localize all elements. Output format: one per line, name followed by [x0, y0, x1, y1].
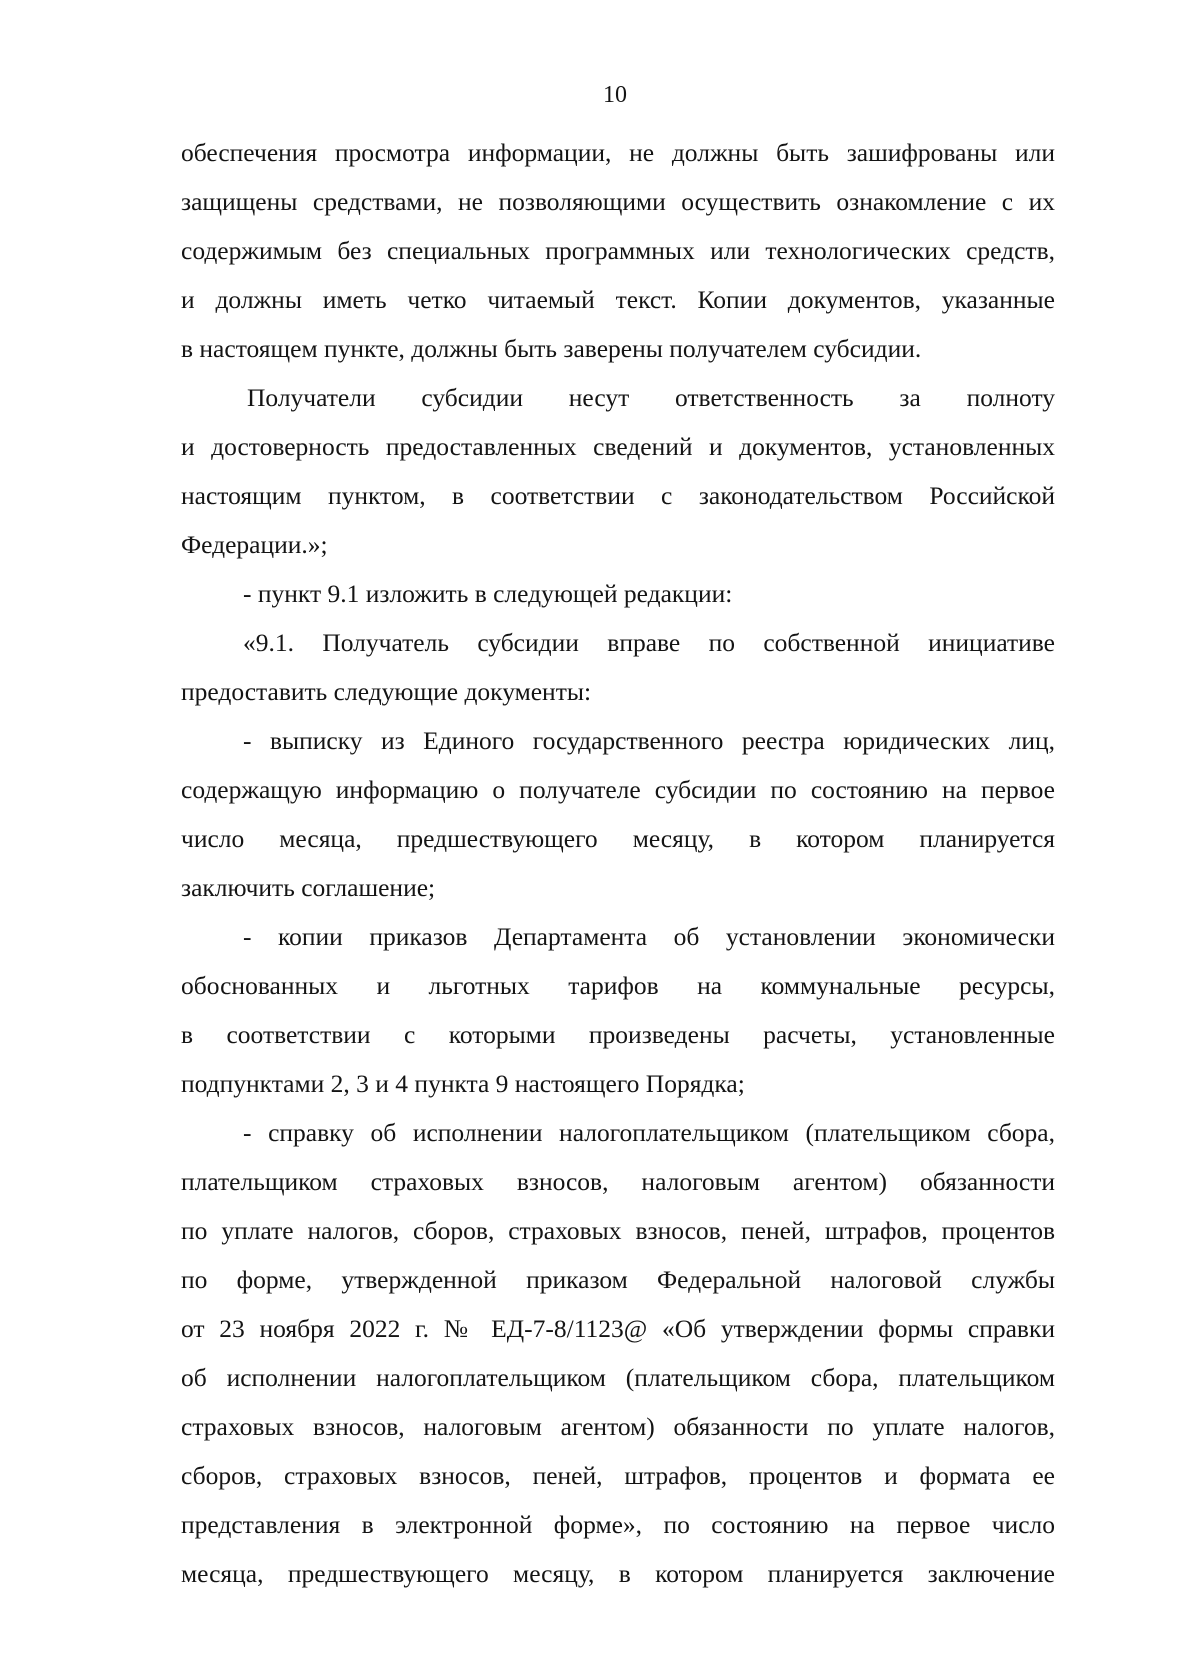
text-line: от 23 ноября 2022 г. № ЕД-7-8/1123@ «Об утверждении формы справки [181, 1314, 1055, 1343]
text-line: - копии приказов Департамента об установлении экономически [243, 922, 1055, 951]
text-line: об исполнении налогоплательщиком (плательщиком сбора, плательщиком [181, 1363, 1055, 1392]
text-line: защищены средствами, не позволяющими осуществить ознакомление с их [181, 187, 1055, 216]
page-number: 10 [603, 82, 627, 108]
text-line: и должны иметь четко читаемый текст. Копии документов, указанные [181, 285, 1055, 314]
text-line: - пункт 9.1 изложить в следующей редакции: [243, 579, 733, 608]
text-line: число месяца, предшествующего месяцу, в котором планируется [181, 824, 1055, 853]
text-line: по форме, утвержденной приказом Федеральной налоговой службы [181, 1265, 1055, 1294]
text-line: содержимым без специальных программных или технологических средств, [181, 236, 1055, 265]
text-line: сборов, страховых взносов, пеней, штрафов, процентов и формата ее [181, 1461, 1055, 1490]
text-line: плательщиком страховых взносов, налоговым агентом) обязанности [181, 1167, 1055, 1196]
text-line: Федерации.»; [181, 530, 328, 559]
text-line: по уплате налогов, сборов, страховых взносов, пеней, штрафов, процентов [181, 1216, 1055, 1245]
text-line: Получатели субсидии несут ответственность за полноту [247, 383, 1055, 412]
text-line: месяца, предшествующего месяцу, в котором планируется заключение [181, 1559, 1055, 1588]
text-line: в соответствии с которыми произведены расчеты, установленные [181, 1020, 1055, 1049]
text-line: содержащую информацию о получателе субсидии по состоянию на первое [181, 775, 1055, 804]
text-line: - справку об исполнении налогоплательщиком (плательщиком сбора, [243, 1118, 1055, 1147]
text-line: - выписку из Единого государственного реестра юридических лиц, [243, 726, 1055, 755]
text-line: обеспечения просмотра информации, не должны быть зашифрованы или [181, 138, 1055, 167]
document-body [181, 128, 1055, 1598]
text-line: «9.1. Получатель субсидии вправе по собственной инициативе [243, 628, 1055, 657]
text-line: заключить соглашение; [181, 873, 436, 902]
text-line: подпунктами 2, 3 и 4 пункта 9 настоящего Порядка; [181, 1069, 745, 1098]
text-line: настоящим пунктом, в соответствии с законодательством Российской [181, 481, 1055, 510]
text-line: и достоверность предоставленных сведений и документов, установленных [181, 432, 1055, 461]
text-line: предоставить следующие документы: [181, 677, 592, 706]
text-line: страховых взносов, налоговым агентом) обязанности по уплате налогов, [181, 1412, 1055, 1441]
text-line: обоснованных и льготных тарифов на коммунальные ресурсы, [181, 971, 1055, 1000]
text-line: представления в электронной форме», по состоянию на первое число [181, 1510, 1055, 1539]
text-line: в настоящем пункте, должны быть заверены получателем субсидии. [181, 334, 922, 363]
